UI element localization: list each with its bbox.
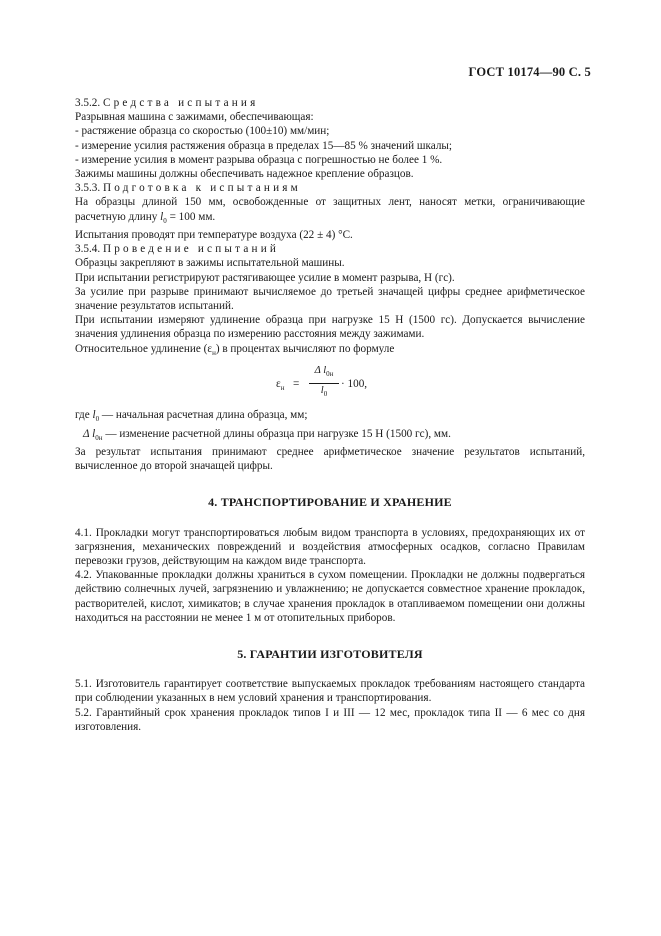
page-header: ГОСТ 10174—90 С. 5: [468, 65, 591, 79]
sec4-paragraph-1: 4.1. Прокладки могут транспортироваться любым видом транспорта в условиях, предохраняющих их от загрязнения, механических повреждений и воздействия атмосферных осадков, согласно Правилам перевозки грузов, действующим на каждом виде транспорта.: [75, 526, 585, 568]
s353-paragraph-2: Испытания проводят при температуре воздуха (22 ± 4) °С.: [75, 229, 353, 242]
s352-line-2: - растяжение образца со скоростью (100±10) мм/мин;: [75, 125, 330, 138]
section-3-5-2-heading: 3.5.2. Средства испытания: [75, 97, 259, 109]
fraction-bar: [309, 383, 339, 384]
sec4-paragraph-2: 4.2. Упакованные прокладки должны храниться в сухом помещении. Прокладки не должны подвергаться действию солнечных лучей, загрязнению и увлажнению; не допускается совместное хранение прокладок, растворителей, кислот, химикатов; в случае хранения прокладок в отапливаемом помещении они должны находиться на расстоянии не менее 1 м от отопительных приборов.: [75, 569, 585, 624]
section-5-title: 5. ГАРАНТИИ ИЗГОТОВИТЕЛЯ: [237, 647, 423, 662]
s354-paragraph-1: Образцы закрепляют в зажимы испытательной машины.: [75, 257, 345, 270]
result-paragraph: За результат испытания принимают среднее арифметическое значение результатов испытаний, вычисленное до второй значащей цифры.: [75, 446, 585, 473]
document-body: [75, 96, 585, 734]
s352-line-3: - измерение усилия растяжения образца в пределах 15—85 % значений шкалы;: [75, 139, 453, 152]
sec5-paragraph-1: 5.1. Изготовитель гарантирует соответствие выпускаемых прокладок требованиям настоящего стандарта при соблюдении указанных в нем условий хранения и транспортирования.: [75, 678, 585, 705]
s354-paragraph-3: За усилие при разрыве принимают вычисляемое до третьей значащей цифры среднее арифметическое значение результатов испытаний.: [75, 285, 585, 313]
s353-paragraph-1: На образцы длиной 150 мм, освобожденные от защитных лент, наносят метки, ограничивающие расчетную длину $l_0 = 100$ мм.: [75, 196, 585, 225]
section-3-5-3-heading: 3.5.3. Подготовка к испытаниям: [75, 182, 301, 195]
s352-line-5: Зажимы машины должны обеспечивать надежное крепление образцов.: [75, 168, 414, 181]
sec5-paragraph-2: 5.2. Гарантийный срок хранения прокладок типов I и III — 12 мес, прокладок типа II — 6 мес со дня изготовления.: [75, 706, 585, 733]
formula-fraction: Δ $l_{0н}$ $l_0$: [309, 364, 339, 400]
legend-line-2: Δ $l_{0н}$ — изменение расчетной длины образца при нагрузке 15 Н (1500 гс), мм.: [83, 427, 451, 442]
s352-line-4: - измерение усилия в момент разрыва образца с погрешностью не более 1 %.: [75, 153, 443, 166]
s354-paragraph-4: При испытании измеряют удлинение образца при нагрузке 15 Н (1500 гс). Допускается вычисление значения удлинения образца по измерению расстояния между зажимами.: [75, 314, 585, 341]
section-3-5-4-heading: 3.5.4. Проведение испытаний: [75, 243, 280, 256]
s352-line-1: Разрывная машина с зажимами, обеспечивающая:: [75, 111, 314, 124]
s354-paragraph-2: При испытании регистрируют растягивающее усилие в момент разрыва, Н (гс).: [75, 271, 455, 284]
s354-paragraph-5: Относительное удлинение $(\varepsilon_н)$ в процентах вычисляют по формуле: [75, 342, 395, 357]
elongation-formula: $\varepsilon_н$ = Δ $l_{0н}$ $l_0$ · 100,: [276, 365, 368, 399]
section-4-title: 4. ТРАНСПОРТИРОВАНИЕ И ХРАНЕНИЕ: [208, 495, 452, 510]
legend-line-1: где $l_0$ — начальная расчетная длина образца, мм;: [75, 409, 308, 424]
